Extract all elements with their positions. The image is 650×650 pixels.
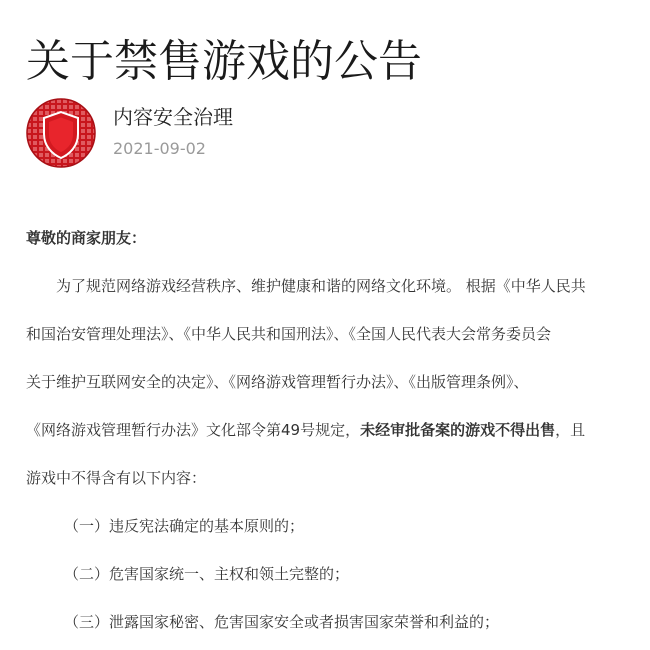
paragraph-line: 为了规范网络游戏经营秩序、维护健康和谐的网络文化环境。 根据《中华人民共: [56, 277, 586, 295]
paragraph-line: 游戏中不得含有以下内容：: [26, 469, 207, 487]
paragraph-text: 《网络游戏管理暂行办法》文化部令第49号规定，: [26, 421, 361, 439]
publish-date: 2021-09-02: [113, 139, 206, 158]
emphasis-text: 未经审批备案的游戏不得出售: [360, 421, 556, 439]
greeting: 尊敬的商家朋友：: [26, 229, 147, 247]
paragraph-line: [26, 406, 626, 454]
page-title: 关于禁售游戏的公告: [26, 36, 422, 87]
avatar[interactable]: [26, 98, 96, 168]
author-block: [26, 98, 626, 168]
list-item: （一）违反宪法确定的基本原则的；: [64, 517, 305, 535]
shield-badge-icon: [26, 98, 96, 168]
paragraph-line: 关于维护互联网安全的决定》、《网络游戏管理暂行办法》、《出版管理条例》、: [26, 373, 529, 391]
author-name[interactable]: 内容安全治理: [113, 105, 233, 129]
paragraph-line: 和国治安管理处理法》、《中华人民共和国刑法》、《全国人民代表大会常务委员会: [26, 325, 552, 343]
list-item: （二）危害国家统一、主权和领土完整的；: [64, 565, 350, 583]
paragraph-text: ，且: [555, 421, 586, 439]
list-item: （三）泄露国家秘密、危害国家安全或者损害国家荣誉和利益的；: [64, 613, 500, 631]
article-body: [26, 214, 626, 646]
